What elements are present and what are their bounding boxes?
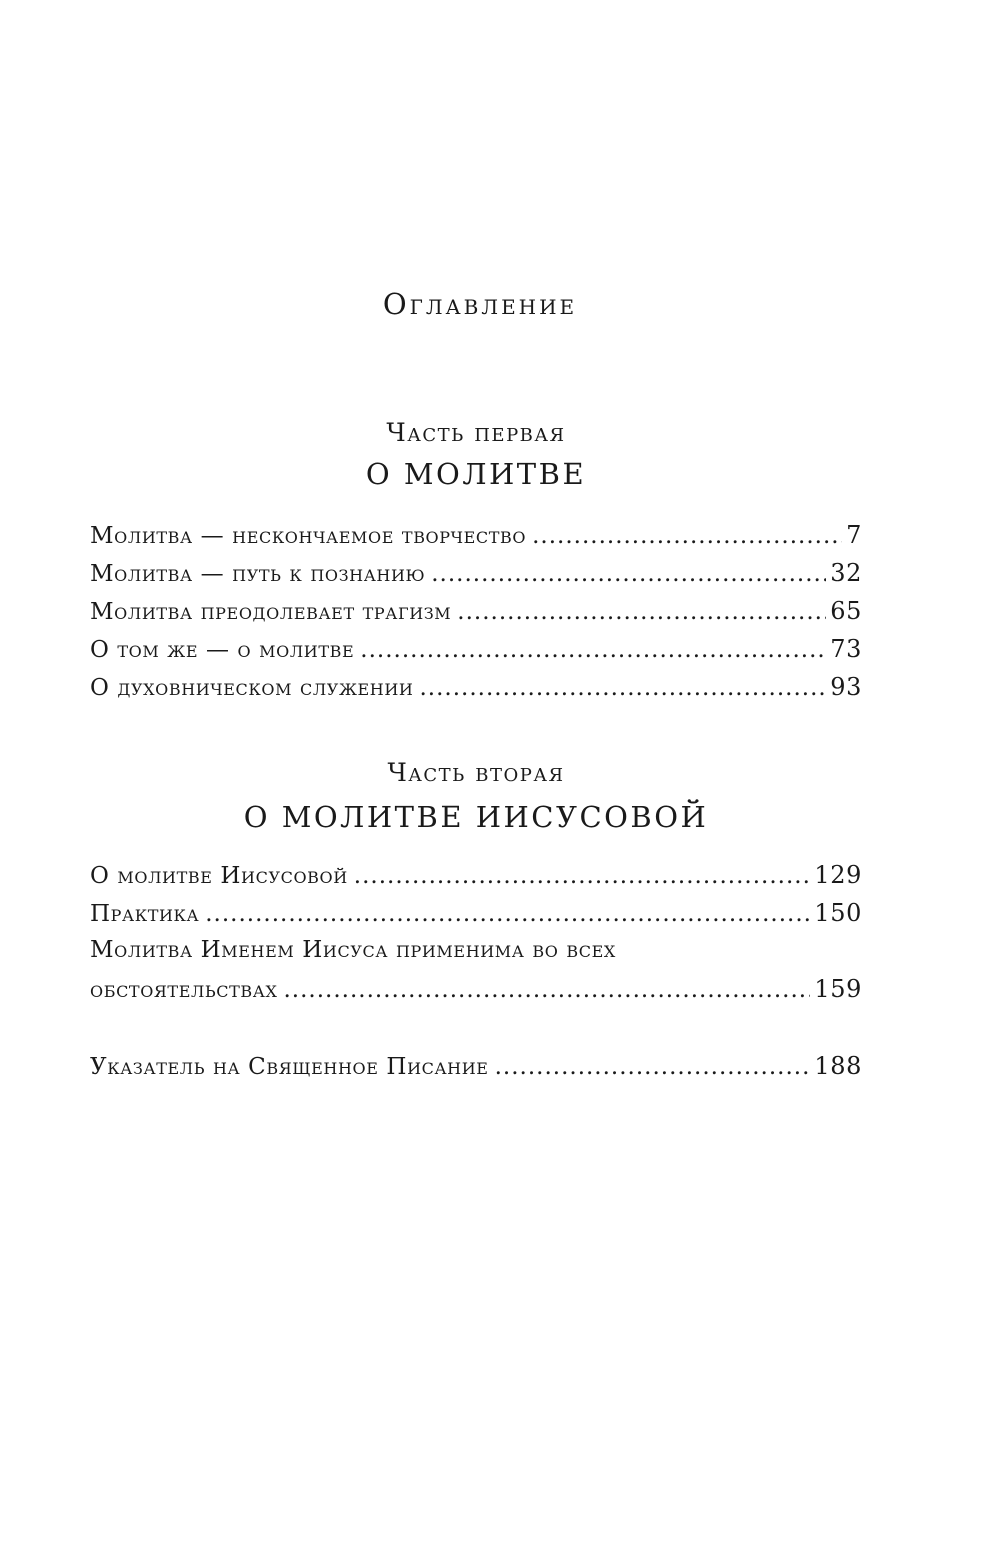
toc-entry-text: Указатель на Священное Писание	[90, 1054, 489, 1080]
toc-entry-page: 93	[830, 673, 862, 701]
toc-entry-text: обстоятельствах	[90, 977, 278, 1003]
leader-dots	[431, 561, 826, 587]
toc-entry-page: 150	[814, 899, 862, 927]
leader-dots	[284, 977, 811, 1003]
toc-title: Оглавление	[382, 287, 578, 321]
part1-title: О МОЛИТВЕ	[365, 457, 587, 491]
part2-title: О МОЛИТВЕ ИИСУСОВОЙ	[243, 800, 709, 834]
toc-entry-page: 159	[814, 975, 862, 1003]
part2-toc	[90, 861, 862, 1013]
toc-entry-page: 65	[830, 597, 862, 625]
toc-entry-text: О том же — о молитве	[90, 637, 355, 663]
toc-entry-text: Молитва преодолевает трагизм	[90, 599, 452, 625]
toc-entry-page: 129	[814, 861, 862, 889]
leader-dots	[360, 637, 826, 663]
toc-entry[interactable]	[90, 521, 862, 559]
toc-entry-page: 32	[830, 559, 862, 587]
index-toc	[90, 1052, 862, 1090]
toc-entry-text: О духовническом служении	[90, 675, 414, 701]
toc-entry[interactable]	[90, 559, 862, 597]
toc-entry[interactable]	[90, 597, 862, 635]
leader-dots	[419, 675, 826, 701]
toc-entry-line1[interactable]: Молитва Именем Иисуса применима во всех	[90, 937, 616, 963]
toc-entry-page: 188	[814, 1052, 862, 1080]
toc-entry-text: Практика	[90, 901, 200, 927]
toc-entry-text: Молитва — путь к познанию	[90, 561, 426, 587]
toc-entry-text: О молитве Иисусовой	[90, 863, 348, 889]
part1-toc	[90, 521, 862, 711]
toc-entry-page: 7	[846, 521, 862, 549]
part2-label: Часть вторая	[387, 758, 565, 787]
leader-dots	[495, 1054, 811, 1080]
leader-dots	[532, 523, 842, 549]
leader-dots	[457, 599, 826, 625]
toc-entry[interactable]	[90, 673, 862, 711]
toc-entry-index[interactable]	[90, 1052, 862, 1090]
part1-label: Часть первая	[386, 418, 566, 447]
leader-dots	[205, 901, 810, 927]
toc-entry-page: 73	[830, 635, 862, 663]
toc-entry[interactable]	[90, 861, 862, 899]
toc-entry[interactable]	[90, 635, 862, 673]
toc-entry[interactable]	[90, 899, 862, 937]
leader-dots	[354, 863, 811, 889]
toc-entry-text: Молитва — нескончаемое творчество	[90, 523, 527, 549]
toc-entry[interactable]	[90, 975, 862, 1013]
